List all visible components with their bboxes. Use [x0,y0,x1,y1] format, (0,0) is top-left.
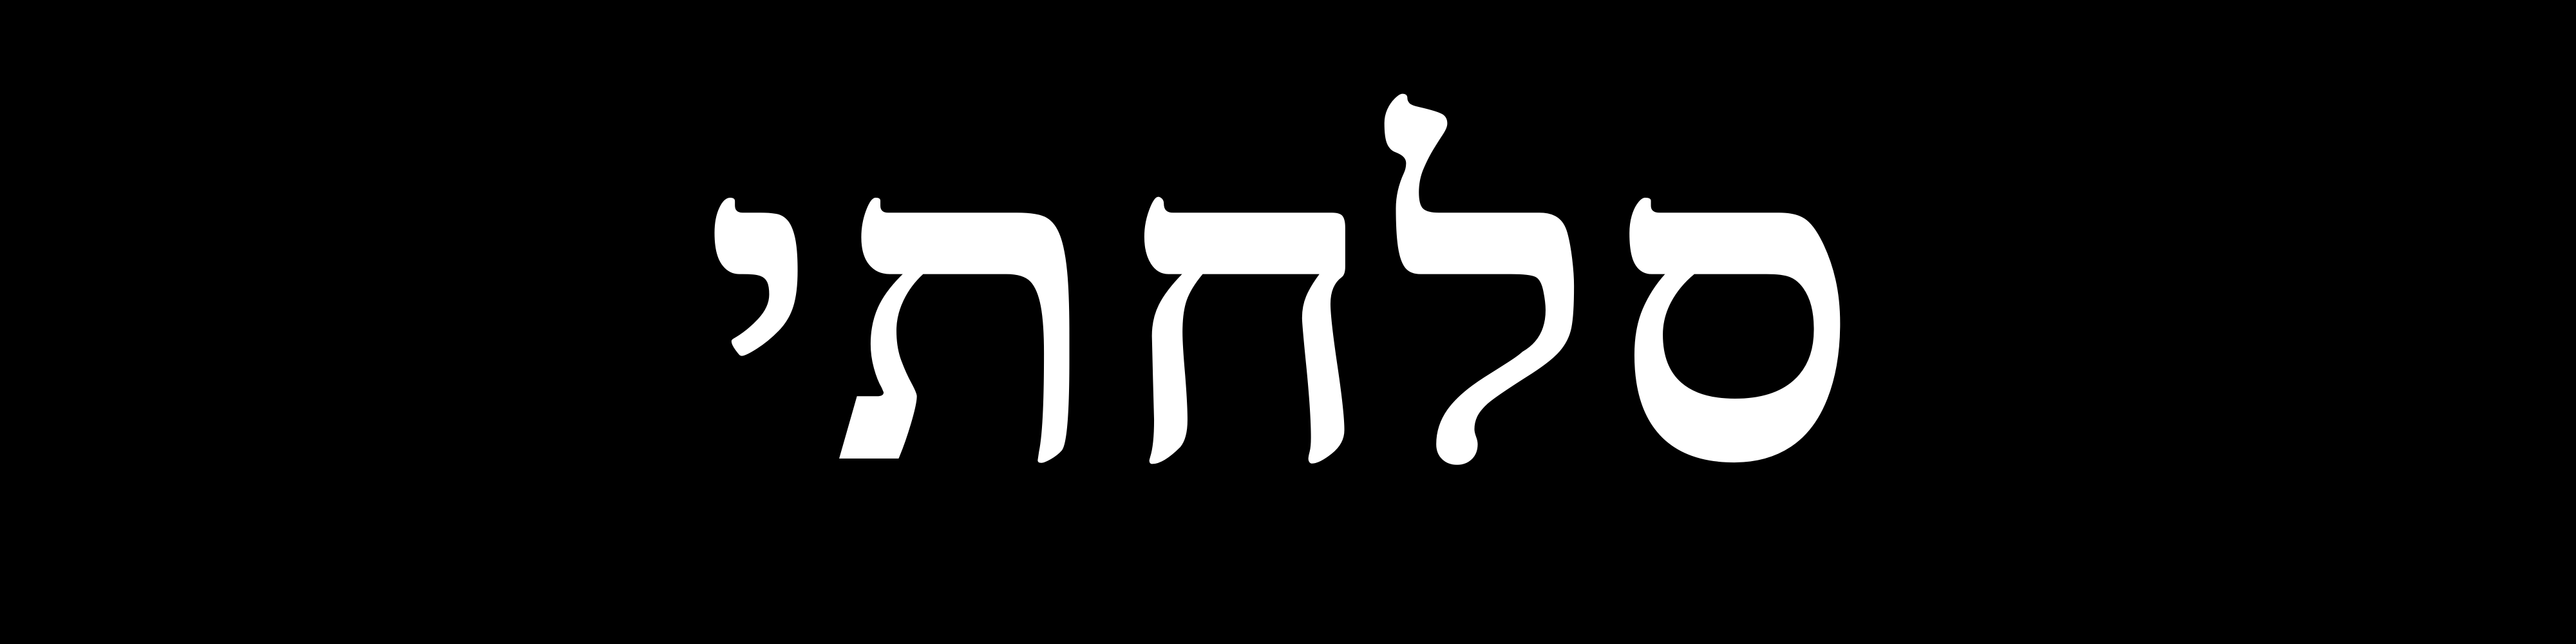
hebrew-word: סלחתי [703,41,1873,564]
